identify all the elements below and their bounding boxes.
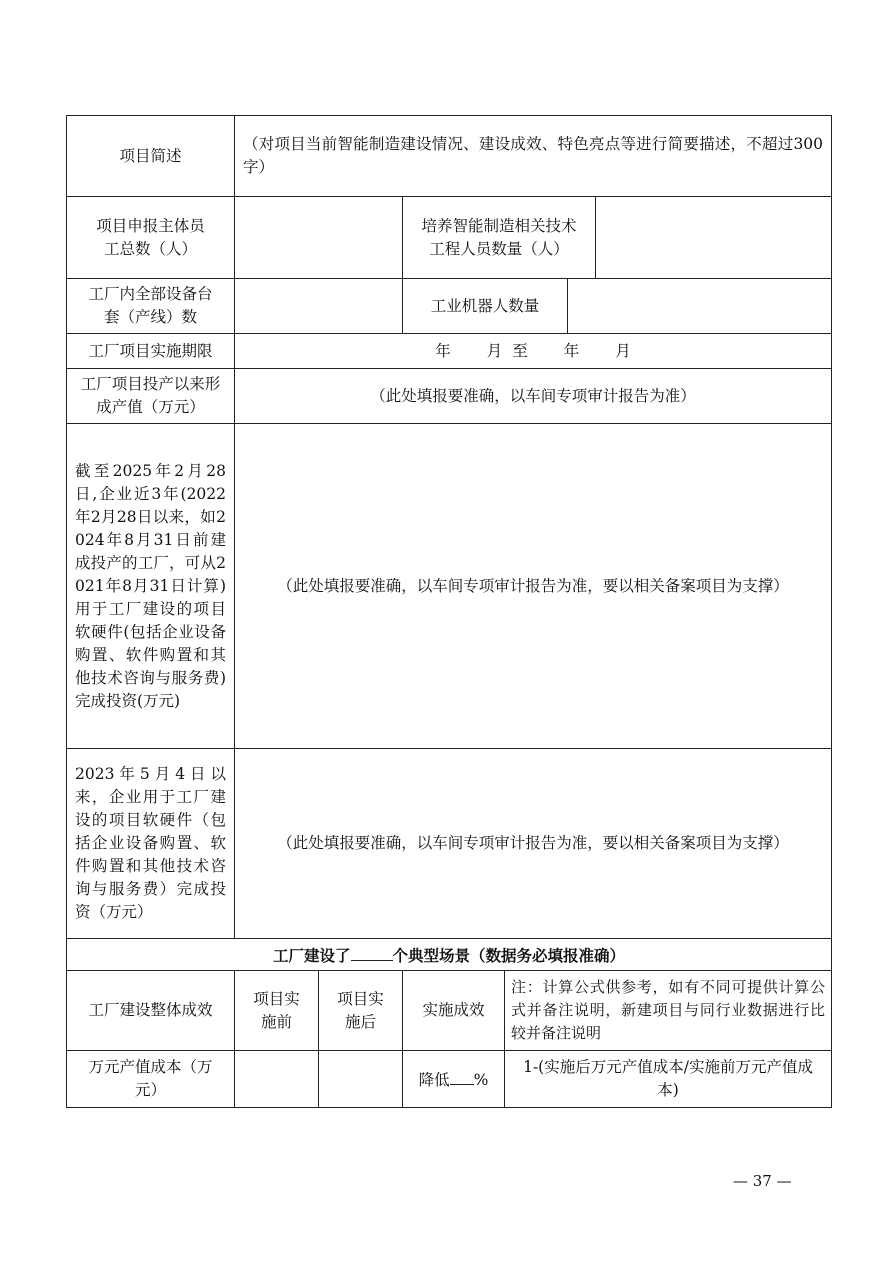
scenes-count-input[interactable] <box>351 942 393 961</box>
col-before: 项目实施前 <box>235 971 319 1051</box>
row1-effect-suffix: % <box>473 1071 489 1089</box>
period-input[interactable] <box>235 334 832 369</box>
row-scenes <box>67 939 832 971</box>
period-label: 工厂项目实施期限 <box>67 334 235 369</box>
row-period <box>67 334 832 369</box>
robots-label: 工业机器人数量 <box>403 279 568 333</box>
page-number: — 37 — <box>733 1172 792 1190</box>
output-label: 工厂项目投产以来形成产值（万元） <box>67 369 235 424</box>
project-summary-label: 项目简述 <box>67 116 235 197</box>
scenes-suffix: 个典型场景（数据务必填报准确） <box>392 946 626 965</box>
col-note: 注：计算公式供参考，如有不同可提供计算公式并备注说明，新建项目与同行业数据进行比较并备注说明 <box>505 971 832 1051</box>
equipment-input[interactable] <box>235 279 403 334</box>
row1-after-input[interactable] <box>319 1051 403 1108</box>
tech-staff-input[interactable] <box>596 197 831 278</box>
period-year-end: 年 <box>563 341 580 360</box>
row1-effect <box>403 1051 505 1108</box>
robots-input[interactable] <box>568 279 831 333</box>
period-month-start: 月 <box>486 341 503 360</box>
col-after: 项目实施后 <box>319 971 403 1051</box>
period-year-start: 年 <box>435 341 451 360</box>
row-equipment <box>67 279 832 334</box>
output-input[interactable]: （此处填报要准确，以车间专项审计报告为准） <box>235 369 832 424</box>
row1-effect-prefix: 降低 <box>418 1071 450 1089</box>
period-month-end: 月 <box>615 341 631 360</box>
tech-staff-cell <box>403 197 832 279</box>
scenes-prefix: 工厂建设了 <box>273 946 351 965</box>
investment-2023-input[interactable]: （此处填报要准确，以车间专项审计报告为准，要以相关备案项目为支撑） <box>235 749 832 939</box>
employees-label: 项目申报主体员工总数（人） <box>67 197 235 279</box>
row1-before-input[interactable] <box>235 1051 319 1108</box>
project-summary-input[interactable]: （对项目当前智能制造建设情况、建设成效、特色亮点等进行简要描述，不超过300字） <box>235 116 832 197</box>
employees-input[interactable] <box>235 197 403 279</box>
scenes-heading <box>67 939 832 971</box>
row-investment-2023 <box>67 749 832 939</box>
row1-label: 万元产值成本（万元） <box>67 1051 235 1108</box>
col-effect: 实施成效 <box>403 971 505 1051</box>
investment-2023-label: 2023年5月4日以来，企业用于工厂建设的项目软硬件（包括企业设备购置、软件购置和其他技术咨询与服务费）完成投资（万元） <box>67 749 235 939</box>
row-investment-3y <box>67 424 832 749</box>
investment-3y-label: 截至2025年2月28日,企业近3年(2022年2月28日以来，如2024年8月31日前建成投产的工厂，可从2021年8月31日计算)用于工厂建设的项目软硬件(包括企业设备购置、软件购置和其他技术咨询与服务费)完成投资(万元) <box>67 424 235 749</box>
row-staff <box>67 197 832 279</box>
row-project-summary <box>67 116 832 197</box>
row1-formula: 1-(实施后万元产值成本/实施前万元产值成本) <box>505 1051 832 1108</box>
row-output <box>67 369 832 424</box>
col-overall: 工厂建设整体成效 <box>67 971 235 1051</box>
application-form-table <box>66 115 832 1108</box>
tech-staff-label: 培养智能制造相关技术工程人员数量（人） <box>403 197 596 278</box>
equipment-label: 工厂内全部设备台套（产线）数 <box>67 279 235 334</box>
investment-3y-input[interactable]: （此处填报要准确，以车间专项审计报告为准，要以相关备案项目为支撑） <box>235 424 832 749</box>
robots-cell <box>403 279 832 334</box>
row-cost-per-output <box>67 1051 832 1108</box>
period-to: 至 <box>512 341 528 360</box>
row-column-headers <box>67 971 832 1051</box>
row1-effect-input[interactable] <box>450 1066 474 1085</box>
